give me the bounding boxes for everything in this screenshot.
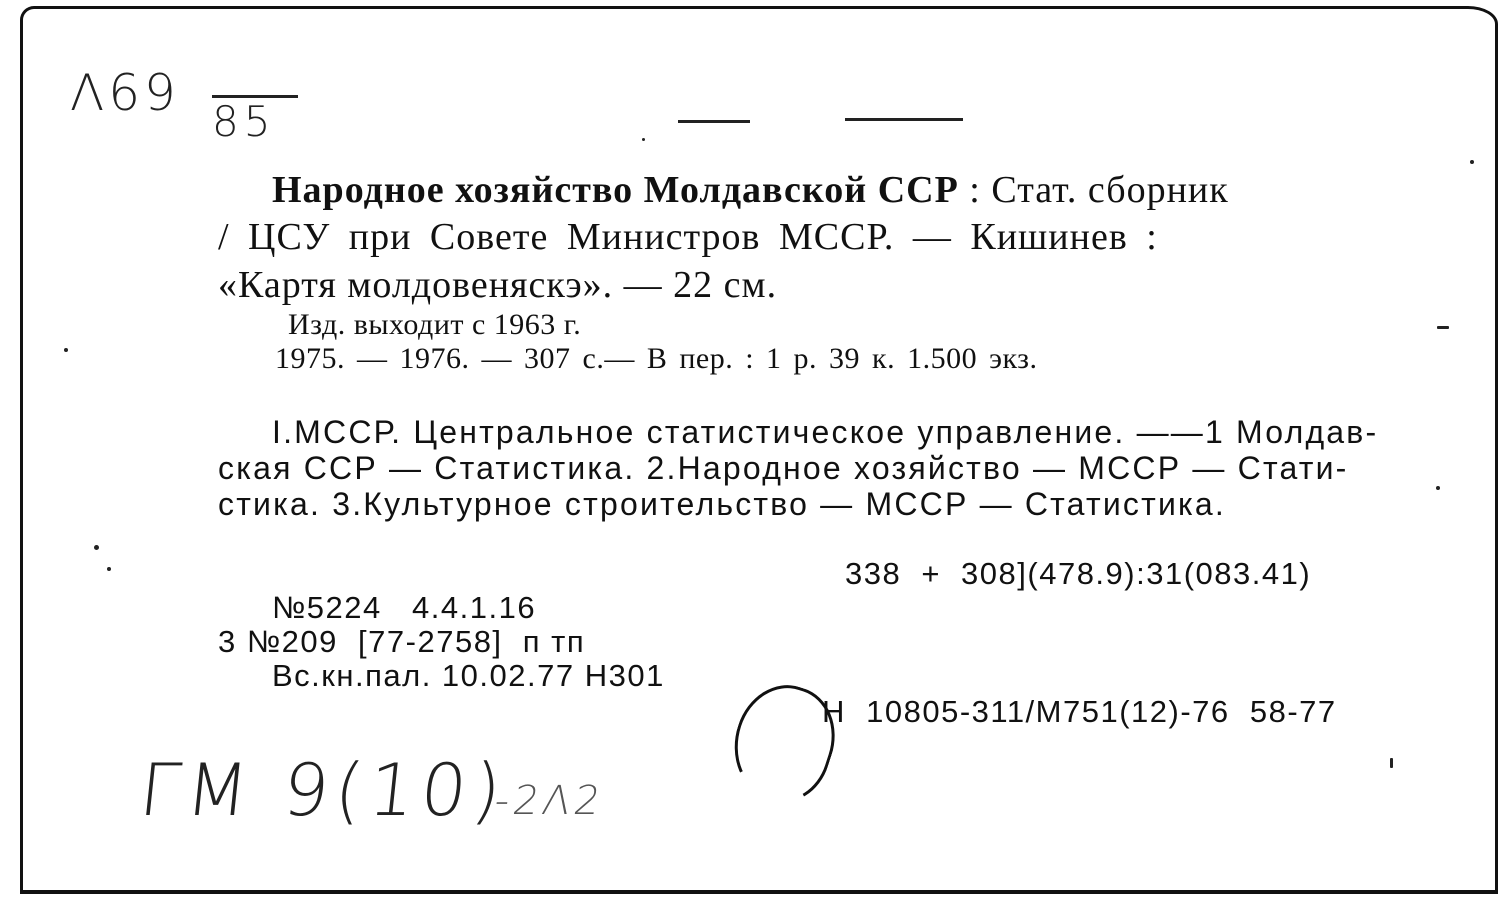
scan-speck [1437, 326, 1449, 329]
entry-title-rest: : Стат. сборник [958, 169, 1229, 211]
scan-speck [1390, 758, 1393, 768]
scan-speck [642, 138, 645, 141]
handwritten-shelf-code: Λ69 [70, 64, 180, 122]
handwritten-dash [678, 120, 750, 123]
entry-responsibility-line: / ЦСУ при Совете Министров МССР. — Кишинев : [218, 216, 1158, 258]
record-chamber-line: Вс.кн.пал. 10.02.77 Н301 [272, 658, 665, 693]
handwritten-bottom-mark: ГМ 9(10) [135, 748, 512, 832]
record-number-line: №5224 4.4.1.16 [272, 590, 537, 625]
index-code: Н 10805-311/М751(12)-76 58-77 [822, 694, 1337, 729]
scan-speck [94, 545, 99, 550]
entry-title-line [272, 168, 1229, 212]
scan-speck [64, 348, 68, 352]
record-order-line: 3 №209 [77-2758] п тп [218, 624, 586, 659]
handwritten-shelf-subcode: 85 [212, 95, 298, 146]
entry-note-frequency: Изд. выходит с 1963 г. [288, 308, 582, 341]
entry-title: Народное хозяйство Молдавской ССР [272, 169, 959, 211]
entry-publisher-line: «Картя молдовеняскэ». — 22 см. [218, 264, 778, 306]
scan-speck [1470, 160, 1474, 164]
scan-speck [1436, 486, 1440, 490]
scan-speck [107, 567, 111, 571]
handwritten-faint-mark: -2Λ2 [490, 778, 608, 824]
classification-code: 338 + 308](478.9):31(083.41) [845, 556, 1312, 591]
subject-line: ская ССР — Статистика. 2.Народное хозяйство — МССР — Стати- [218, 450, 1349, 486]
subject-line: I.МССР. Центральное статистическое управление. ——1 Молдав- [272, 414, 1379, 450]
subject-line: стика. 3.Культурное строительство — МССР — Статистика. [218, 486, 1227, 522]
handwritten-dash [845, 118, 963, 121]
entry-note-volume: 1975. — 1976. — 307 с.— В пер. : 1 р. 39 к. 1.500 экз. [275, 342, 1038, 375]
